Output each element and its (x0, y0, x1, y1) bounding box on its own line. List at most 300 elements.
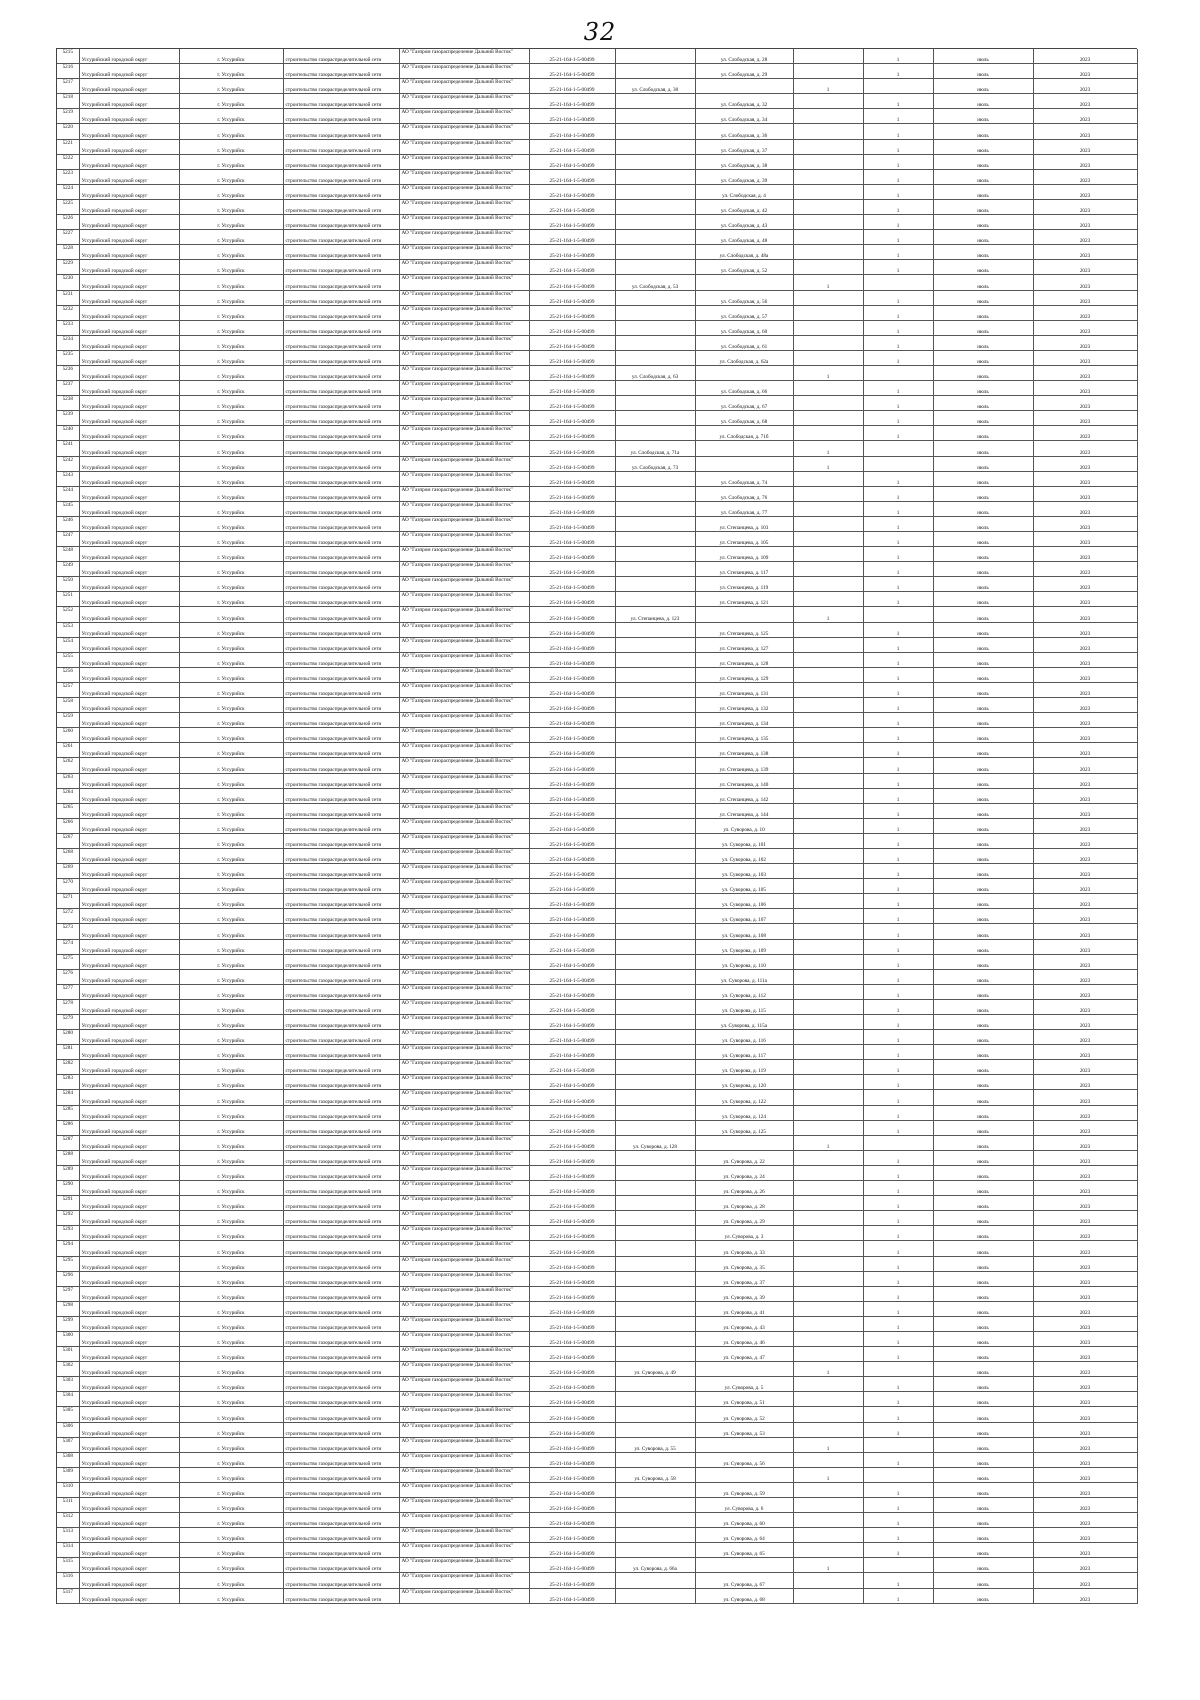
quantity-primary-cell: 1 (793, 275, 863, 290)
year-cell: 2023 (1033, 1362, 1137, 1377)
organization-cell: АО "Газпром газораспределение Дальний Восток" (399, 411, 529, 426)
organization-cell: АО "Газпром газораспределение Дальний Восток" (399, 184, 529, 199)
locality-cell: г. Уссурийск (179, 1482, 283, 1497)
work-type-cell: строительство газораспределительной сети (283, 1030, 399, 1045)
work-type-cell: строительство газораспределительной сети (283, 682, 399, 697)
table-row (57, 1347, 1137, 1362)
work-type-cell: строительство газораспределительной сети (283, 577, 399, 592)
address-primary-cell (615, 1060, 695, 1075)
quantity-primary-cell (793, 999, 863, 1014)
quantity-secondary-cell: 1 (863, 532, 933, 547)
code-cell: 25-21-164-1-5-00499 (529, 1452, 615, 1467)
quantity-primary-cell (793, 698, 863, 713)
quantity-primary-cell (793, 139, 863, 154)
year-cell: 2023 (1033, 622, 1137, 637)
work-type-cell: строительство газораспределительной сети (283, 1256, 399, 1271)
organization-cell: АО "Газпром газораспределение Дальний Восток" (399, 758, 529, 773)
quantity-secondary-cell: 1 (863, 320, 933, 335)
month-cell: июль (933, 1105, 1033, 1120)
table-row (57, 637, 1137, 652)
year-cell: 2023 (1033, 562, 1137, 577)
row-number: 5292 (57, 1211, 79, 1226)
address-primary-cell (615, 1120, 695, 1135)
month-cell: июль (933, 1256, 1033, 1271)
month-cell: июль (933, 109, 1033, 124)
row-number: 5247 (57, 532, 79, 547)
locality-cell: г. Уссурийск (179, 1241, 283, 1256)
work-type-cell: строительство газораспределительной сети (283, 1331, 399, 1346)
quantity-secondary-cell: 1 (863, 335, 933, 350)
organization-cell: АО "Газпром газораспределение Дальний Восток" (399, 1543, 529, 1558)
organization-cell: АО "Газпром газораспределение Дальний Восток" (399, 396, 529, 411)
work-type-cell: строительство газораспределительной сети (283, 260, 399, 275)
district-cell: Уссурийский городской округ (79, 909, 179, 924)
locality-cell: г. Уссурийск (179, 1498, 283, 1513)
quantity-primary-cell (793, 682, 863, 697)
code-cell: 25-21-164-1-5-00499 (529, 1181, 615, 1196)
district-cell: Уссурийский городской округ (79, 1075, 179, 1090)
year-cell: 2023 (1033, 1407, 1137, 1422)
quantity-primary-cell (793, 1060, 863, 1075)
address-primary-cell (615, 592, 695, 607)
year-cell: 2023 (1033, 1196, 1137, 1211)
year-cell: 2023 (1033, 1467, 1137, 1482)
month-cell: июль (933, 1331, 1033, 1346)
year-cell: 2023 (1033, 1030, 1137, 1045)
month-cell: июль (933, 924, 1033, 939)
district-cell: Уссурийский городской округ (79, 1165, 179, 1180)
district-cell: Уссурийский городской округ (79, 1060, 179, 1075)
month-cell: июль (933, 1286, 1033, 1301)
organization-cell: АО "Газпром газораспределение Дальний Восток" (399, 592, 529, 607)
organization-cell: АО "Газпром газораспределение Дальний Восток" (399, 350, 529, 365)
address-secondary-cell (695, 1467, 793, 1482)
locality-cell: г. Уссурийск (179, 1075, 283, 1090)
year-cell: 2023 (1033, 365, 1137, 380)
organization-cell: АО "Газпром газораспределение Дальний Восток" (399, 894, 529, 909)
month-cell: июль (933, 350, 1033, 365)
year-cell: 2023 (1033, 833, 1137, 848)
row-number: 5297 (57, 1286, 79, 1301)
code-cell: 25-21-164-1-5-00499 (529, 622, 615, 637)
locality-cell: г. Уссурийск (179, 879, 283, 894)
quantity-primary-cell (793, 969, 863, 984)
row-number: 5230 (57, 275, 79, 290)
table-row (57, 320, 1137, 335)
quantity-primary-cell (793, 1316, 863, 1331)
quantity-primary-cell: 1 (793, 456, 863, 471)
month-cell: июль (933, 245, 1033, 260)
year-cell: 2023 (1033, 154, 1137, 169)
address-primary-cell (615, 215, 695, 230)
district-cell: Уссурийский городской округ (79, 1573, 179, 1588)
district-cell: Уссурийский городской округ (79, 64, 179, 79)
quantity-primary-cell (793, 818, 863, 833)
row-number: 5294 (57, 1241, 79, 1256)
quantity-secondary-cell: 1 (863, 1226, 933, 1241)
quantity-primary-cell: 1 (793, 1467, 863, 1482)
month-cell: июль (933, 1528, 1033, 1543)
code-cell: 25-21-164-1-5-00499 (529, 833, 615, 848)
address-secondary-cell: ул. Суворова, д. 28 (695, 1196, 793, 1211)
locality-cell: г. Уссурийск (179, 1301, 283, 1316)
district-cell: Уссурийский городской округ (79, 486, 179, 501)
row-number: 5240 (57, 426, 79, 441)
quantity-primary-cell (793, 728, 863, 743)
year-cell: 2023 (1033, 456, 1137, 471)
locality-cell: г. Уссурийск (179, 486, 283, 501)
organization-cell: АО "Газпром газораспределение Дальний Восток" (399, 1573, 529, 1588)
work-type-cell: строительство газораспределительной сети (283, 1528, 399, 1543)
quantity-secondary-cell (863, 1558, 933, 1573)
address-secondary-cell: ул. Степанцева, д. 135 (695, 728, 793, 743)
district-cell: Уссурийский городской округ (79, 547, 179, 562)
address-primary-cell (615, 788, 695, 803)
locality-cell: г. Уссурийск (179, 1528, 283, 1543)
code-cell: 25-21-164-1-5-00499 (529, 1060, 615, 1075)
address-primary-cell: ул. Суворова, д. 49 (615, 1362, 695, 1377)
work-type-cell: строительство газораспределительной сети (283, 471, 399, 486)
row-number: 5291 (57, 1196, 79, 1211)
work-type-cell: строительство газораспределительной сети (283, 864, 399, 879)
locality-cell: г. Уссурийск (179, 622, 283, 637)
table-row (57, 124, 1137, 139)
year-cell: 2023 (1033, 879, 1137, 894)
month-cell: июль (933, 411, 1033, 426)
address-secondary-cell: ул. Слободская, д. 56 (695, 290, 793, 305)
quantity-primary-cell (793, 1181, 863, 1196)
month-cell: июль (933, 154, 1033, 169)
quantity-secondary-cell: 1 (863, 833, 933, 848)
organization-cell: АО "Газпром газораспределение Дальний Восток" (399, 1135, 529, 1150)
quantity-secondary-cell: 1 (863, 1513, 933, 1528)
quantity-primary-cell (793, 1150, 863, 1165)
organization-cell: АО "Газпром газораспределение Дальний Восток" (399, 1482, 529, 1497)
year-cell: 2023 (1033, 441, 1137, 456)
work-type-cell: строительство газораспределительной сети (283, 1362, 399, 1377)
row-number: 5277 (57, 984, 79, 999)
organization-cell: АО "Газпром газораспределение Дальний Восток" (399, 818, 529, 833)
district-cell: Уссурийский городской округ (79, 1392, 179, 1407)
district-cell: Уссурийский городской округ (79, 441, 179, 456)
quantity-secondary-cell: 1 (863, 1588, 933, 1603)
year-cell: 2023 (1033, 788, 1137, 803)
district-cell: Уссурийский городской округ (79, 49, 179, 64)
district-cell: Уссурийский городской округ (79, 1377, 179, 1392)
address-primary-cell (615, 758, 695, 773)
table-row (57, 1181, 1137, 1196)
row-number: 5287 (57, 1135, 79, 1150)
year-cell: 2023 (1033, 728, 1137, 743)
district-cell: Уссурийский городской округ (79, 516, 179, 531)
quantity-secondary-cell (863, 1467, 933, 1482)
organization-cell: АО "Газпром газораспределение Дальний Восток" (399, 365, 529, 380)
work-type-cell: строительство газораспределительной сети (283, 320, 399, 335)
quantity-secondary-cell: 1 (863, 1377, 933, 1392)
locality-cell: г. Уссурийск (179, 64, 283, 79)
address-secondary-cell: ул. Слободская, д. 32 (695, 94, 793, 109)
quantity-primary-cell: 1 (793, 1558, 863, 1573)
quantity-secondary-cell: 1 (863, 1271, 933, 1286)
code-cell: 25-21-164-1-5-00499 (529, 1316, 615, 1331)
organization-cell: АО "Газпром газораспределение Дальний Восток" (399, 1452, 529, 1467)
address-primary-cell (615, 1045, 695, 1060)
year-cell: 2023 (1033, 411, 1137, 426)
table-row (57, 532, 1137, 547)
address-secondary-cell (695, 1362, 793, 1377)
code-cell: 25-21-164-1-5-00499 (529, 1150, 615, 1165)
year-cell: 2023 (1033, 1301, 1137, 1316)
month-cell: июль (933, 215, 1033, 230)
locality-cell: г. Уссурийск (179, 758, 283, 773)
quantity-secondary-cell: 1 (863, 1181, 933, 1196)
month-cell: июль (933, 49, 1033, 64)
year-cell: 2023 (1033, 1498, 1137, 1513)
row-number: 5245 (57, 501, 79, 516)
quantity-secondary-cell: 1 (863, 109, 933, 124)
table-row (57, 335, 1137, 350)
quantity-primary-cell (793, 637, 863, 652)
district-cell: Уссурийский городской округ (79, 154, 179, 169)
quantity-secondary-cell: 1 (863, 1030, 933, 1045)
month-cell: июль (933, 1482, 1033, 1497)
table-row (57, 758, 1137, 773)
locality-cell: г. Уссурийск (179, 320, 283, 335)
code-cell: 25-21-164-1-5-00499 (529, 1271, 615, 1286)
code-cell: 25-21-164-1-5-00499 (529, 79, 615, 94)
address-primary-cell (615, 1331, 695, 1346)
quantity-primary-cell (793, 1573, 863, 1588)
district-cell: Уссурийский городской округ (79, 848, 179, 863)
quantity-primary-cell (793, 1482, 863, 1497)
work-type-cell: строительство газораспределительной сети (283, 833, 399, 848)
year-cell: 2023 (1033, 1015, 1137, 1030)
quantity-primary-cell (793, 230, 863, 245)
table-row (57, 109, 1137, 124)
organization-cell: АО "Газпром газораспределение Дальний Восток" (399, 1241, 529, 1256)
address-secondary-cell: ул. Суворова, д. 29 (695, 1211, 793, 1226)
month-cell: июль (933, 1316, 1033, 1331)
row-number: 5285 (57, 1105, 79, 1120)
quantity-secondary-cell: 1 (863, 939, 933, 954)
year-cell: 2023 (1033, 1150, 1137, 1165)
table-row (57, 139, 1137, 154)
table-row (57, 1045, 1137, 1060)
quantity-secondary-cell: 1 (863, 199, 933, 214)
district-cell: Уссурийский городской округ (79, 1090, 179, 1105)
quantity-primary-cell (793, 1498, 863, 1513)
month-cell: июль (933, 1347, 1033, 1362)
row-number: 5283 (57, 1075, 79, 1090)
organization-cell: АО "Газпром газораспределение Дальний Восток" (399, 1467, 529, 1482)
organization-cell: АО "Газпром газораспределение Дальний Восток" (399, 999, 529, 1014)
year-cell: 2023 (1033, 743, 1137, 758)
table-row (57, 1120, 1137, 1135)
row-number: 5249 (57, 562, 79, 577)
address-secondary-cell: ул. Суворова, д. 47 (695, 1347, 793, 1362)
district-cell: Уссурийский городской округ (79, 381, 179, 396)
month-cell: июль (933, 803, 1033, 818)
district-cell: Уссурийский городской округ (79, 1543, 179, 1558)
month-cell: июль (933, 1407, 1033, 1422)
quantity-primary-cell (793, 199, 863, 214)
quantity-secondary-cell: 1 (863, 1120, 933, 1135)
address-secondary-cell: ул. Суворова, д. 5 (695, 1377, 793, 1392)
month-cell: июль (933, 335, 1033, 350)
locality-cell: г. Уссурийск (179, 698, 283, 713)
quantity-secondary-cell: 1 (863, 1498, 933, 1513)
year-cell: 2023 (1033, 396, 1137, 411)
year-cell: 2023 (1033, 803, 1137, 818)
quantity-secondary-cell: 1 (863, 1286, 933, 1301)
year-cell: 2023 (1033, 652, 1137, 667)
address-primary-cell (615, 1256, 695, 1271)
organization-cell: АО "Газпром газораспределение Дальний Восток" (399, 139, 529, 154)
month-cell: июль (933, 622, 1033, 637)
quantity-primary-cell (793, 260, 863, 275)
month-cell: июль (933, 169, 1033, 184)
table-row (57, 773, 1137, 788)
district-cell: Уссурийский городской округ (79, 1105, 179, 1120)
month-cell: июль (933, 1150, 1033, 1165)
code-cell: 25-21-164-1-5-00499 (529, 1392, 615, 1407)
month-cell: июль (933, 1513, 1033, 1528)
year-cell: 2023 (1033, 1105, 1137, 1120)
work-type-cell: строительство газораспределительной сети (283, 215, 399, 230)
table-row (57, 1543, 1137, 1558)
table-row (57, 969, 1137, 984)
locality-cell: г. Уссурийск (179, 381, 283, 396)
address-primary-cell (615, 1573, 695, 1588)
month-cell: июль (933, 833, 1033, 848)
locality-cell: г. Уссурийск (179, 1543, 283, 1558)
quantity-secondary-cell: 1 (863, 230, 933, 245)
locality-cell: г. Уссурийск (179, 1045, 283, 1060)
month-cell: июль (933, 1422, 1033, 1437)
locality-cell: г. Уссурийск (179, 1090, 283, 1105)
address-secondary-cell: ул. Суворова, д. 68 (695, 1588, 793, 1603)
quantity-secondary-cell: 1 (863, 652, 933, 667)
address-primary-cell (615, 939, 695, 954)
district-cell: Уссурийский городской округ (79, 184, 179, 199)
work-type-cell: строительство газораспределительной сети (283, 426, 399, 441)
row-number: 5279 (57, 1015, 79, 1030)
code-cell: 25-21-164-1-5-00499 (529, 532, 615, 547)
month-cell: июль (933, 486, 1033, 501)
row-number: 5220 (57, 124, 79, 139)
address-secondary-cell: ул. Степанцева, д. 134 (695, 713, 793, 728)
locality-cell: г. Уссурийск (179, 501, 283, 516)
locality-cell: г. Уссурийск (179, 833, 283, 848)
district-cell: Уссурийский городской округ (79, 124, 179, 139)
district-cell: Уссурийский городской округ (79, 471, 179, 486)
quantity-secondary-cell: 1 (863, 1407, 933, 1422)
locality-cell: г. Уссурийск (179, 999, 283, 1014)
quantity-primary-cell (793, 1196, 863, 1211)
code-cell: 25-21-164-1-5-00499 (529, 909, 615, 924)
code-cell: 25-21-164-1-5-00499 (529, 1211, 615, 1226)
quantity-secondary-cell: 1 (863, 698, 933, 713)
code-cell: 25-21-164-1-5-00499 (529, 365, 615, 380)
district-cell: Уссурийский городской округ (79, 879, 179, 894)
organization-cell: АО "Газпром газораспределение Дальний Восток" (399, 1316, 529, 1331)
district-cell: Уссурийский городской округ (79, 1241, 179, 1256)
month-cell: июль (933, 456, 1033, 471)
locality-cell: г. Уссурийск (179, 818, 283, 833)
quantity-primary-cell (793, 622, 863, 637)
year-cell: 2023 (1033, 1513, 1137, 1528)
work-type-cell: строительство газораспределительной сети (283, 486, 399, 501)
address-primary-cell (615, 1286, 695, 1301)
work-type-cell: строительство газораспределительной сети (283, 909, 399, 924)
work-type-cell: строительство газораспределительной сети (283, 879, 399, 894)
table-row (57, 1075, 1137, 1090)
quantity-secondary-cell: 1 (863, 1150, 933, 1165)
table-row (57, 1407, 1137, 1422)
month-cell: июль (933, 864, 1033, 879)
address-primary-cell (615, 501, 695, 516)
address-secondary-cell: ул. Слободская, д. 42 (695, 199, 793, 214)
month-cell: июль (933, 94, 1033, 109)
work-type-cell: строительство газораспределительной сети (283, 1452, 399, 1467)
quantity-secondary-cell: 1 (863, 547, 933, 562)
quantity-primary-cell (793, 1226, 863, 1241)
address-primary-cell (615, 1482, 695, 1497)
code-cell: 25-21-164-1-5-00499 (529, 773, 615, 788)
district-cell: Уссурийский городской округ (79, 743, 179, 758)
work-type-cell: строительство газораспределительной сети (283, 245, 399, 260)
address-primary-cell (615, 1422, 695, 1437)
quantity-primary-cell (793, 1105, 863, 1120)
quantity-primary-cell (793, 713, 863, 728)
table-row (57, 1286, 1137, 1301)
row-number: 5284 (57, 1090, 79, 1105)
table-row (57, 833, 1137, 848)
address-secondary-cell: ул. Суворова, д. 37 (695, 1271, 793, 1286)
address-primary-cell (615, 94, 695, 109)
code-cell: 25-21-164-1-5-00499 (529, 1090, 615, 1105)
address-secondary-cell: ул. Суворова, д. 51 (695, 1392, 793, 1407)
row-number: 5269 (57, 864, 79, 879)
table-row (57, 1135, 1137, 1150)
work-type-cell: строительство газораспределительной сети (283, 803, 399, 818)
locality-cell: г. Уссурийск (179, 909, 283, 924)
address-primary-cell (615, 532, 695, 547)
table-row (57, 1226, 1137, 1241)
address-secondary-cell: ул. Суворова, д. 10 (695, 818, 793, 833)
month-cell: июль (933, 1196, 1033, 1211)
month-cell: июль (933, 426, 1033, 441)
code-cell: 25-21-164-1-5-00499 (529, 924, 615, 939)
locality-cell: г. Уссурийск (179, 1407, 283, 1422)
address-primary-cell (615, 471, 695, 486)
code-cell: 25-21-164-1-5-00499 (529, 1543, 615, 1558)
code-cell: 25-21-164-1-5-00499 (529, 894, 615, 909)
quantity-primary-cell (793, 516, 863, 531)
table-row (57, 818, 1137, 833)
work-type-cell: строительство газораспределительной сети (283, 773, 399, 788)
work-type-cell: строительство газораспределительной сети (283, 547, 399, 562)
table-row (57, 1015, 1137, 1030)
locality-cell: г. Уссурийск (179, 1060, 283, 1075)
code-cell: 25-21-164-1-5-00499 (529, 698, 615, 713)
row-number: 5246 (57, 516, 79, 531)
year-cell: 2023 (1033, 713, 1137, 728)
address-secondary-cell: ул. Суворова, д. 102 (695, 848, 793, 863)
year-cell: 2023 (1033, 818, 1137, 833)
quantity-primary-cell (793, 1120, 863, 1135)
code-cell: 25-21-164-1-5-00499 (529, 1015, 615, 1030)
